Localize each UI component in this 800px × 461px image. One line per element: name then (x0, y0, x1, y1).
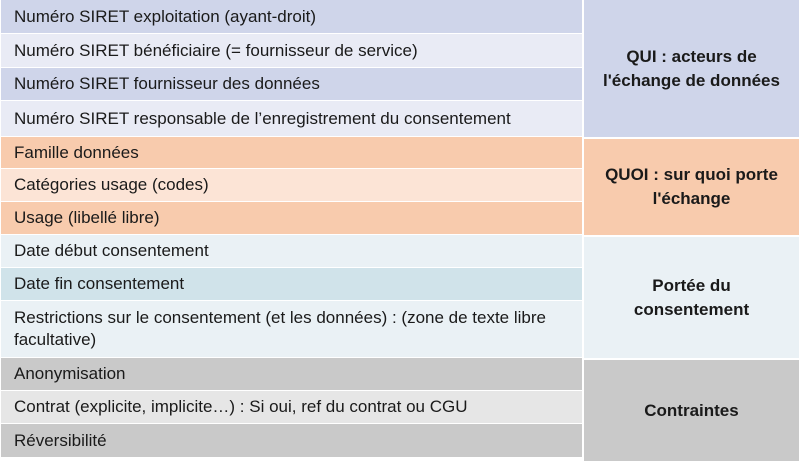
row-reversibilite: Réversibilité (1, 424, 582, 458)
field-column (1, 0, 582, 458)
row-siret-beneficiaire: Numéro SIRET bénéficiaire (= fournisseur de service) (1, 34, 582, 68)
row-famille-donnees: Famille données (1, 137, 582, 169)
category-qui-label: QUI : acteurs de l'échange de données (603, 46, 780, 90)
row-date-fin: Date fin consentement (1, 268, 582, 301)
category-qui (584, 0, 799, 139)
row-usage-libelle: Usage (libellé libre) (1, 202, 582, 235)
row-restrictions: Restrictions sur le consentement (et les données) : (zone de texte libre facultative) (1, 301, 582, 358)
row-siret-fournisseur-donnees: Numéro SIRET fournisseur des données (1, 68, 582, 101)
category-portee (584, 237, 799, 360)
row-anonymisation: Anonymisation (1, 358, 582, 391)
category-portee-label: Portée du consentement (633, 275, 750, 319)
row-date-debut: Date début consentement (1, 235, 582, 268)
row-categories-usage: Catégories usage (codes) (1, 169, 582, 202)
consent-data-table (1, 0, 799, 461)
row-contrat: Contrat (explicite, implicite…) : Si oui, ref du contrat ou CGU (1, 391, 582, 424)
row-siret-exploitation: Numéro SIRET exploitation (ayant-droit) (1, 0, 582, 34)
category-contraintes-label: Contraintes (644, 400, 739, 420)
row-siret-responsable: Numéro SIRET responsable de l’enregistrement du consentement (1, 101, 582, 137)
category-contraintes (584, 360, 799, 461)
category-quoi-label: QUOI : sur quoi porte l'échange (605, 165, 778, 208)
category-quoi (584, 139, 799, 237)
